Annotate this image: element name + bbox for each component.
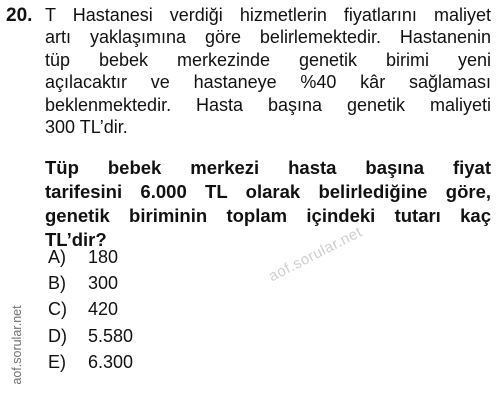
option-value: 5.580 xyxy=(88,325,134,346)
option-letter: B) xyxy=(48,273,66,294)
option-value: 300 xyxy=(88,273,119,294)
question-text-line: beklenmektedir. Hasta başına genetik maliyeti xyxy=(45,94,491,115)
watermark-diagonal: aof.sorular.net xyxy=(266,223,366,286)
question-prompt-line: Tüp bebek merkezi hasta başına fiyat xyxy=(45,157,491,178)
option-e[interactable] xyxy=(48,350,133,376)
question-text-line: tüp bebek merkezinde genetik birimi yeni xyxy=(45,49,491,70)
option-value: 6.300 xyxy=(88,352,134,373)
question-prompt xyxy=(45,156,491,252)
question-prompt-line: tarifesini 6.000 TL olarak belirlediğine göre, xyxy=(45,181,491,202)
option-value: 420 xyxy=(88,299,119,320)
option-c[interactable] xyxy=(48,297,133,323)
watermark-side: aof.sorular.net xyxy=(10,305,24,385)
option-a[interactable] xyxy=(48,244,133,270)
question-number: 20. xyxy=(6,5,33,26)
question-text-line: T Hastanesi verdiği hizmetlerin fiyatlarını maliyet xyxy=(45,5,491,25)
question-text-line: açılacaktır ve hastaneye %40 kâr sağlaması xyxy=(45,72,491,93)
option-b[interactable] xyxy=(48,270,133,296)
question-text-line: artı yaklaşımına göre belirlemektedir. Hastanenin xyxy=(45,27,491,48)
question-prompt-line: genetik biriminin toplam içindeki tutarı kaç xyxy=(45,205,491,226)
option-letter: E) xyxy=(48,352,66,373)
option-letter: D) xyxy=(48,325,67,346)
option-value: 180 xyxy=(88,246,119,267)
option-d[interactable] xyxy=(48,323,133,349)
question-text-line: 300 TL’dir. xyxy=(45,117,128,138)
option-letter: C) xyxy=(48,299,67,320)
question-prompt-line: TL’dir? xyxy=(45,229,107,250)
answer-options xyxy=(48,244,133,376)
question-text xyxy=(45,4,491,138)
option-letter: A) xyxy=(48,246,66,267)
